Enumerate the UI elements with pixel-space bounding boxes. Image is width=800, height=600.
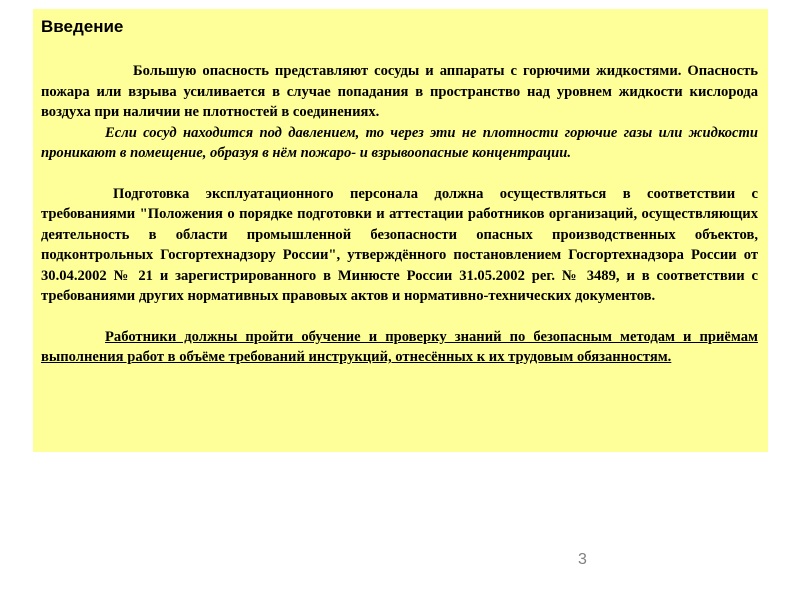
paragraph-pressure: Если сосуд находится под давлением, то через эти не плотности горючие газы или жидкости проникают в помещение, образуя в нём пожаро- и взрывоопасные концентрации. [41,124,758,161]
content-box [33,9,768,452]
paragraph-training: Подготовка эксплуатационного персонала должна осуществляться в соответствии с требованиями "Положения о порядке подготовки и аттестации работников организаций, осуществляющих деятельность в области промышленной безопасности опасных производственных объектов, подконтрольных Госгортехнадзору России", утверждённого постановлением Госгортехнадзора России от 30.04.2002 № 21 и зарегистрированного в Минюсте России 31.05.2002 рег. № 3489, и в соответствии с требованиями других нормативных правовых актов и нормативно-технических документов. [41,185,758,304]
paragraph-danger: Большую опасность представляют сосуды и аппараты с горючими жидкостями. Опасность пожара или взрыва усиливается в случае попадания в пространство над уровнем жидкости кислорода воздуха при наличии не плотностей в соединениях. [41,63,758,120]
page-number: 3 [578,551,587,568]
paragraph-workers: Работники должны пройти обучение и проверку знаний по безопасным методам и приёмам выполнения работ в объёме требований инструкций, отнесённых к их трудовым обязанностям. [41,328,758,365]
slide-heading: Введение [41,17,124,36]
